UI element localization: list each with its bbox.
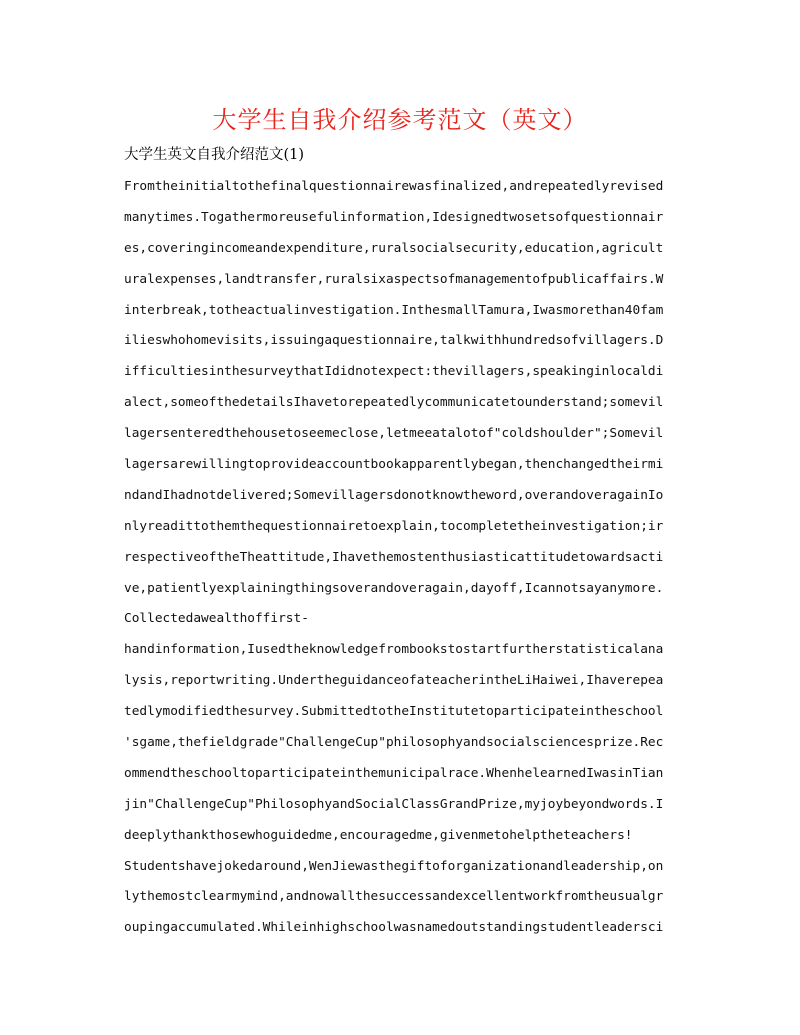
text-line: Studentshavejokedaround,WenJiewasthegiftoforganizationandleadership,on bbox=[124, 858, 664, 874]
text-line: ndandIhadnotdelivered;Somevillagersdonotknowtheword,overandoveragainIo bbox=[124, 487, 664, 503]
text-line: lysis,reportwriting.UndertheguidanceofateacherintheLiHaiwei,Ihaverepea bbox=[124, 673, 664, 689]
text-line: es,coveringincomeandexpenditure,ruralsocialsecurity,education,agricult bbox=[124, 240, 664, 256]
text-line: interbreak,totheactualinvestigation.InthesmallTamura,Iwasmorethan40fam bbox=[124, 302, 664, 318]
text-line: lagersarewillingtoprovideaccountbookapparentlybegan,thenchangedtheirmi bbox=[124, 457, 664, 473]
text-line: lagersenteredthehousetoseemeclose,letmeeatalotof"coldshoulder";Somevil bbox=[124, 426, 664, 442]
text-line: uralexpenses,landtransfer,ruralsixaspectsofmanagementofpublicaffairs.W bbox=[124, 271, 664, 287]
text-line: nlyreadittothemthequestionnairetoexplain,tocompletetheinvestigation;ir bbox=[124, 518, 664, 534]
text-line: ifficultiesinthesurveythatIdidnotexpect:thevillagers,speakinginlocaldi bbox=[124, 364, 664, 380]
text-line: alect,someofthedetailsIhavetorepeatedlycommunicatetounderstand;somevil bbox=[124, 395, 664, 411]
document-subtitle: 大学生英文自我介绍范文(1) bbox=[124, 147, 305, 163]
text-line: oupingaccumulated.Whileinhighschoolwasnamedoutstandingstudentleadersci bbox=[124, 920, 664, 936]
text-line: manytimes.Togathermoreusefulinformation,Idesignedtwosetsofquestionnair bbox=[124, 209, 664, 225]
text-line: lythemostclearmymind,andnowallthesuccessandexcellentworkfromtheusualgr bbox=[124, 889, 664, 905]
text-line: 'sgame,thefieldgrade"ChallengeCup"philosophyandsocialsciencesprize.Rec bbox=[124, 735, 664, 751]
text-line: Collectedawealthoffirst- bbox=[124, 611, 309, 627]
text-line: respectiveoftheTheattitude,Ihavethemostenthusiasticattitudetowardsacti bbox=[124, 549, 664, 565]
text-line: handinformation,Iusedtheknowledgefrombookstostartfurtherstatisticalana bbox=[124, 642, 664, 658]
text-line: deeplythankthosewhoguidedme,encouragedme,givenmetohelptheteachers! bbox=[124, 827, 633, 843]
body-text bbox=[124, 172, 684, 944]
text-line: ilieswhohomevisits,issuingaquestionnaire,talkwithhundredsofvillagers.D bbox=[124, 333, 664, 349]
text-line: ve,patientlyexplainingthingsoverandoveragain,dayoff,Icannotsayanymore. bbox=[124, 580, 664, 596]
text-line: ommendtheschooltoparticipateinthemunicipalrace.WhenhelearnedIwasinTian bbox=[124, 765, 664, 781]
document-title: 大学生自我介绍参考范文（英文） bbox=[212, 106, 588, 134]
text-line: Fromtheinitialtothefinalquestionnairewasfinalized,andrepeatedlyrevised bbox=[124, 179, 664, 194]
text-line: jin"ChallengeCup"PhilosophyandSocialClassGrandPrize,myjoybeyondwords.I bbox=[124, 796, 664, 812]
text-line: tedlymodifiedthesurvey.SubmittedtotheInstitutetoparticipateintheschool bbox=[124, 704, 664, 720]
